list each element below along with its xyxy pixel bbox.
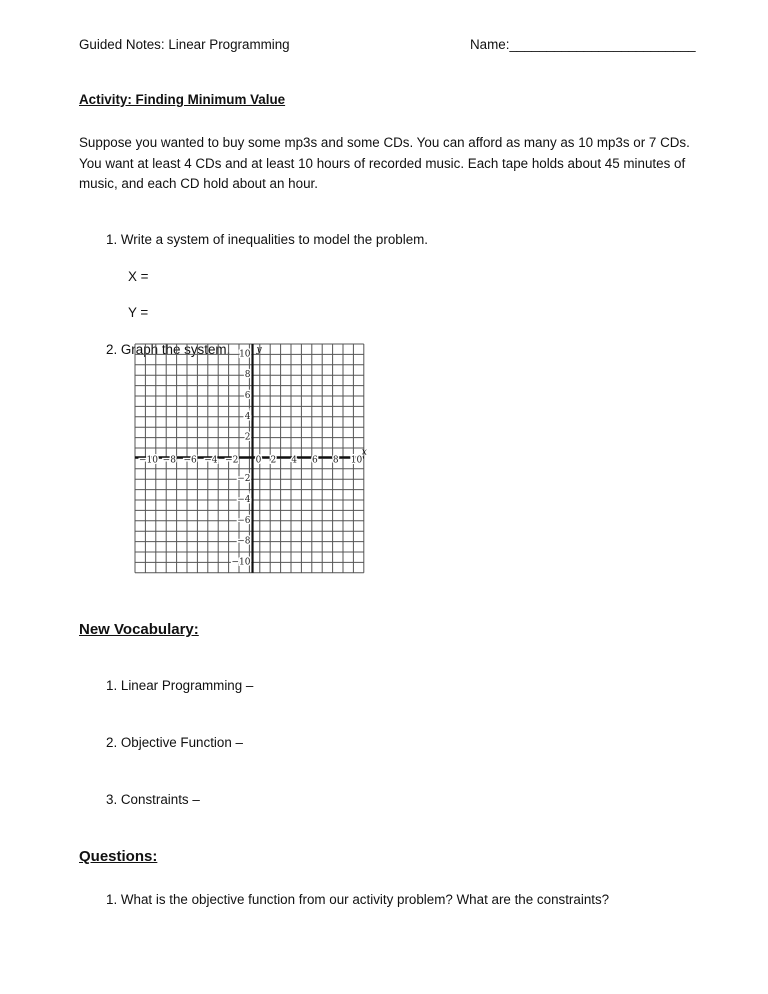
x-tick-label: 2 <box>270 455 277 466</box>
y-tick-label: 2 <box>244 432 251 443</box>
y-axis-label: y <box>256 345 262 355</box>
activity-title: Activity: Finding Minimum Value <box>79 92 286 107</box>
question-1: 1. What is the objective function from our activity problem? What are the constraints? <box>106 892 610 907</box>
x-tick-label: −6 <box>183 455 197 466</box>
vocab-item-2: 2. Objective Function – <box>106 735 243 750</box>
y-tick-label: −6 <box>237 515 251 526</box>
activity-item-1: 1. Write a system of inequalities to model the problem. <box>106 232 429 247</box>
y-definition: Y = <box>128 305 149 320</box>
x-tick-label: −10 <box>139 455 159 466</box>
x-tick-label: 4 <box>291 455 297 466</box>
x-definition: X = <box>128 269 149 284</box>
y-tick-label: 4 <box>244 411 251 422</box>
x-tick-label: −2 <box>225 455 239 466</box>
header-title: Guided Notes: Linear Programming <box>79 37 290 52</box>
y-tick-label: −2 <box>237 474 251 485</box>
y-tick-label: −8 <box>237 536 251 547</box>
y-tick-label: 6 <box>244 390 251 401</box>
coordinate-grid <box>133 342 365 574</box>
questions-title: Questions: <box>79 848 158 865</box>
vocab-item-3: 3. Constraints – <box>106 792 200 807</box>
activity-paragraph: Suppose you wanted to buy some mp3s and some CDs. You can afford as many as 10 mp3s or 7 CDs. You want at least 4 CDs and at least 10 hours of recorded music. Each tape holds about 45 minutes of music, and each CD hold about an hour. <box>79 135 690 191</box>
x-tick-label: −4 <box>204 455 218 466</box>
y-tick-label: 10 <box>239 349 251 360</box>
y-tick-label: −4 <box>237 494 251 505</box>
activity-item-2: 2. Graph the system. <box>106 342 231 357</box>
x-tick-label: 10 <box>350 455 363 466</box>
vocab-item-1: 1. Linear Programming – <box>106 678 254 693</box>
y-tick-label: −10 <box>231 557 251 568</box>
x-tick-label: 0 <box>255 455 262 466</box>
vocab-title: New Vocabulary: <box>79 621 199 638</box>
x-tick-label: 8 <box>332 455 339 466</box>
x-axis-label: x <box>361 447 367 458</box>
x-tick-label: −8 <box>162 455 176 466</box>
y-tick-label: 8 <box>244 370 251 381</box>
name-field: Name:_________________________ <box>470 37 696 52</box>
x-tick-label: 6 <box>312 455 318 466</box>
